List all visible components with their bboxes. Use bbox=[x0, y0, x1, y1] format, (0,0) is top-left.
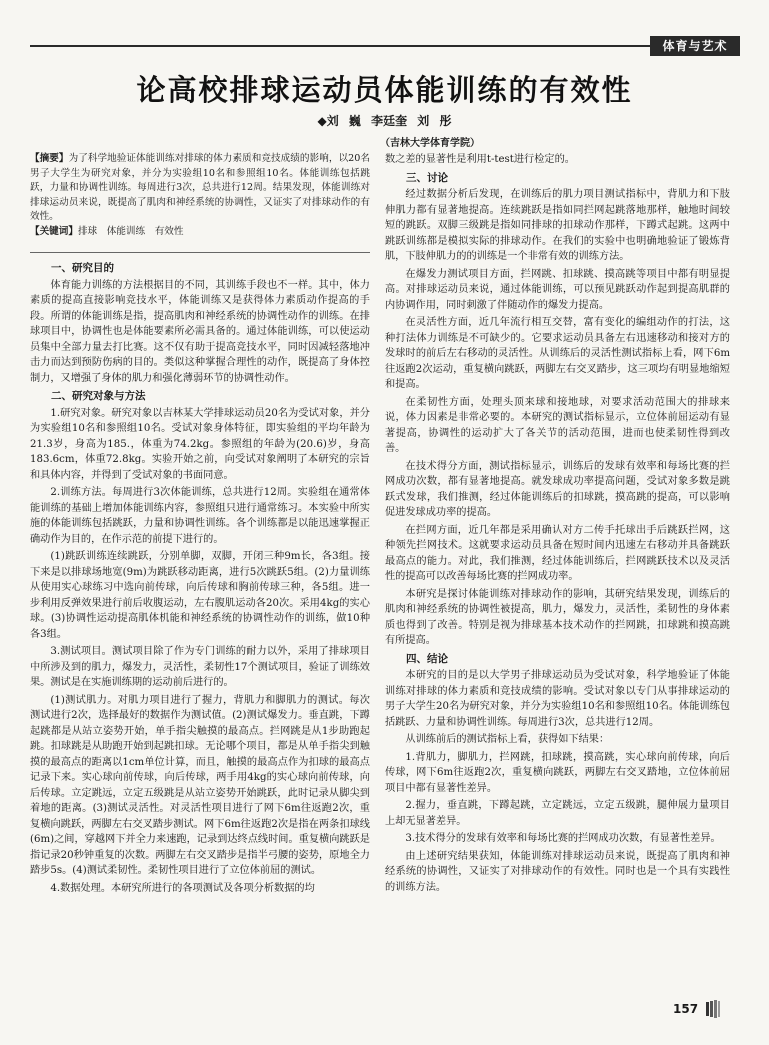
authors: ◆刘 巍 李廷奎 刘 彤 bbox=[317, 114, 452, 128]
page-number: 157 bbox=[673, 1002, 699, 1016]
paragraph: 本研究的目的是以大学男子排球运动员为受试对象，科学地验证了体能训练对排球的体力素质和竞技成绩的影响。受试对象以专门从事排球运动的男子大学生20名为研究对象，并分为实验组10名和参照组10名。体能训练包括跳跃、力量和协调性训练。每周进行3次，总共进行12周。 bbox=[385, 670, 730, 728]
keywords-label: 【关键词】 bbox=[30, 225, 78, 237]
paragraph: 2.训练方法。每周进行3次体能训练，总共进行12周。实验组在通常体能训练的基础上增加体能训练内容，参照组只进行通常练习。本实验中所实施的体能训练包括跳跃，力量和协调性训练。各个训练都是以能迅速掌握正确动作为目的，在作示范的前提下进行的。 bbox=[30, 487, 370, 545]
abstract-text: 为了科学地验证体能训练对排球的体力素质和竞技成绩的影响，以20名男子大学生为研究对象，并分为实验组10名和参照组10名。体能训练包括跳跃，力量和协调性训练。每周进行3次，总共进行12周。结果发现，体能训练对排球运动员来说，既提高了肌肉和神经系统的协调性，又证实了对排球动作的有效性。 bbox=[30, 153, 370, 222]
section-heading: 三、讨论 bbox=[406, 171, 448, 184]
paragraph: 体育能力训练的方法根据目的不同，其训练手段也不一样。其中，体力素质的提高直接影响竞技水平，体能训练又是获得体力素质动作提高的手段。所谓的体能训练是指，提高肌肉和神经系统的协调性动作的训练。在排球项目中，协调性也是体能要素所必需具备的。通过体能训练，可以使运动员集中全部力量去打比赛。这不仅有助于提高竞技水平，同时因减轻落地冲击力而达到预防伤病的目的。类似这种掌握合理性的动作，既提高了身体控制力，又增强了身体的肌力和强化薄弱环节的协调性动作。 bbox=[30, 279, 370, 384]
paragraph: 在爆发力测试项目方面，拦网跳、扣球跳、摸高跳等项目中都有明显提高。对排球运动员来说，通过体能训练，可以预见跳跃动作起到提高肌群的内协调作用，同时刺激了伴随动作的爆发力提高。 bbox=[385, 268, 730, 311]
paragraph: 3.技术得分的发球有效率和每场比赛的拦网成功次数，有显著性差异。 bbox=[405, 833, 721, 844]
article-title: 论高校排球运动员体能训练的有效性 bbox=[136, 73, 633, 107]
paragraph: (1)跳跃训练连续跳跃，分别单脚，双脚，开闭三种9m长，各3组。接下来是以排球场地宽(9m)为跳跃移动距离，进行5次跳跃5组。(2)力量训练从使用实心球练习中选向前传球，向后传球和胸前传球三种，各5组。进一步利用反弹效果进行前后收腹运动，左右腹肌运动各20次。采用4kg的实心球。(3)协调性运动提高肌体机能和神经系统的协调性动作的训练，做10种各3组。 bbox=[30, 551, 370, 640]
section-tag: 体育与艺术 bbox=[650, 36, 740, 56]
keywords-text: 排球 体能训练 有效性 bbox=[77, 225, 184, 237]
abstract bbox=[30, 152, 370, 239]
section-heading: 四、结论 bbox=[406, 652, 448, 665]
paragraph: 1.研究对象。研究对象以吉林某大学排球运动员20名为受试对象，并分为实验组10名和参照组10名。受试对象身体特征，即实验组的平均年龄为21.3岁，身高为185.，体重为74.2kg。参照组的年龄为(20.6)岁，身高183.6cm，体重72.8kg。实验开始之前，向受试对象阐明了本研究的宗旨和具体内容，并得到了受试对象的书面同意。 bbox=[30, 407, 370, 481]
paragraph: 在技术得分方面，测试指标显示，训练后的发球有效率和每场比赛的拦网成功次数，都有显著地提高。就发球成功率提高问题，受试对象多数是跳跃式发球，我们推测，经过体能训练后的扣球跳，摸高跳的提高，可以影响促进发球成功率的提高。 bbox=[385, 460, 730, 518]
right-column bbox=[385, 152, 730, 897]
paragraph: 由上述研究结果获知，体能训练对排球运动员来说，既提高了肌肉和神经系统的协调性，又证实了对排球动作的有效性。同时也是一个具有实践性的训练方法。 bbox=[385, 850, 730, 893]
paragraph: 3.测试项目。测试项目除了作为专门训练的耐力以外，采用了排球项目中所涉及到的肌力，爆发力，灵活性，柔韧性17个测试项目，验证了训练效果。测试是在实施训练期的运动前后进行的。 bbox=[30, 646, 370, 688]
paragraph: 2.握力，垂直跳，下蹲起跳，立定跳远，立定五级跳，腿伸展力量项目上却无显著差异。 bbox=[385, 800, 730, 827]
paragraph: (1)测试肌力。对肌力项目进行了握力，背肌力和脚肌力的测试。每次测试进行2次，选择最好的数据作为测试值。(2)测试爆发力。垂直跳，下蹲起跳都是从站立姿势开始，单手指尖触摸的最高点。拦网跳是从1步助跑起跳。扣球跳是从助跑开始到起跳扣球。无论哪个项目，都是从单手指尖到触摸的最高点的距离以1cm单位计算，而且，触摸的最高点作为扣球的最高点记录下来。实心球向前传球，向后传球，两手用4kg的实心球向前传球，向后传球。立定跳远，立定五级跳是从站立姿势开始跳跃，此时记录从脚尖到着地的距离。(3)测试灵活性。对灵活性项目进行了网下6m往返跑2次，重复横向跳跃，两脚左右交叉踏步测试。网下6m往返跑2次是指在两条扣球线(6m)之间，穿越网下并全力来速跑，记录到达终点线时间。重复横向跳跃是指记录20秒钟重复的次数。两脚左右交叉踏步是指半弓腰的姿势，原地全力踏步5s。(4)测试柔韧性。柔韧性项目进行了立位体前屈的测试。 bbox=[30, 694, 370, 876]
paragraph: 1.背肌力，脚肌力，拦网跳，扣球跳，摸高跳，实心球向前传球，向后传球，网下6m往返跑2次，重复横向跳跃，两脚左右交叉踏地，立位体前屈项目中都有显著性差异。 bbox=[385, 751, 730, 794]
paragraph: 从训练前后的测试指标上看，获得如下结果： bbox=[405, 734, 610, 745]
page-marker-icon bbox=[706, 1000, 720, 1018]
abstract-label: 【摘要】 bbox=[30, 153, 69, 164]
paragraph: 在灵活性方面，近几年流行相互交替，富有变化的编组动作的打法，这种打法体力训练是不可缺少的。它要求运动员具备左右迅速移动和接对方的发球时的前后左右移动的灵活性。从训练后的灵活性测试指标上看，网下6m往返跑2次运动，重复横向跳跃，两脚左右交叉踏步，这三项均有明显地缩短和提高。 bbox=[385, 317, 730, 390]
section-heading: 一、研究目的 bbox=[51, 262, 114, 274]
affiliation: （吉林大学体育学院） bbox=[380, 138, 480, 149]
header-rule bbox=[30, 45, 650, 47]
paragraph: 在柔韧性方面，处理头顶来球和接地球，对要求活动范围大的排球来说，体力因素是非常必要的。本研究的测试指标显示，立位体前屈运动有显著提高，协调性的运动扩大了各关节的活动范围，进而也使柔韧性得到改善。 bbox=[385, 396, 730, 454]
paragraph: 在拦网方面，近几年都是采用确认对方二传手托球出手后跳跃拦网，这种领先拦网技术。这就要求运动员具备在短时间内迅速左右移动并具备跳跃最高点的能力。对此，我们推测，经过体能训练后，拦网跳跃技术以及灵活性的提高可以改善每场比赛的拦网成功率。 bbox=[385, 524, 730, 582]
left-column bbox=[30, 258, 370, 898]
paragraph: 本研究是探讨体能训练对排球动作的影响，其研究结果发现，训练后的肌肉和神经系统的协调性被提高，肌力，爆发力，灵活性，柔韧性的身体素质也得到了改善。特别是视为排球基本技术动作的拦网跳，扣球跳和摸高跳有所提高。 bbox=[385, 588, 730, 646]
section-heading: 二、研究对象与方法 bbox=[51, 390, 146, 402]
paragraph: 4.数据处理。本研究所进行的各项测试及各项分析数据的均 bbox=[50, 882, 315, 894]
paragraph: 数之差的显著性是利用t-test进行检定的。 bbox=[385, 154, 575, 165]
paragraph: 经过数据分析后发现，在训练后的肌力项目测试指标中，背肌力和下肢伸肌力都有显著地提高。连续跳跃是指如同拦网起跳落地那样，触地时间较短的跳跃。双脚三级跳是指如同排球的扣球动作那样，下蹲式起跳。这两中跳跃训练都是模拟实际的排球动作。在我们的实验中也明确地验证了锻炼背肌，下肢伸肌力的的训练是一个非常有效的训练方法。 bbox=[385, 189, 730, 262]
abstract-divider bbox=[30, 252, 370, 253]
